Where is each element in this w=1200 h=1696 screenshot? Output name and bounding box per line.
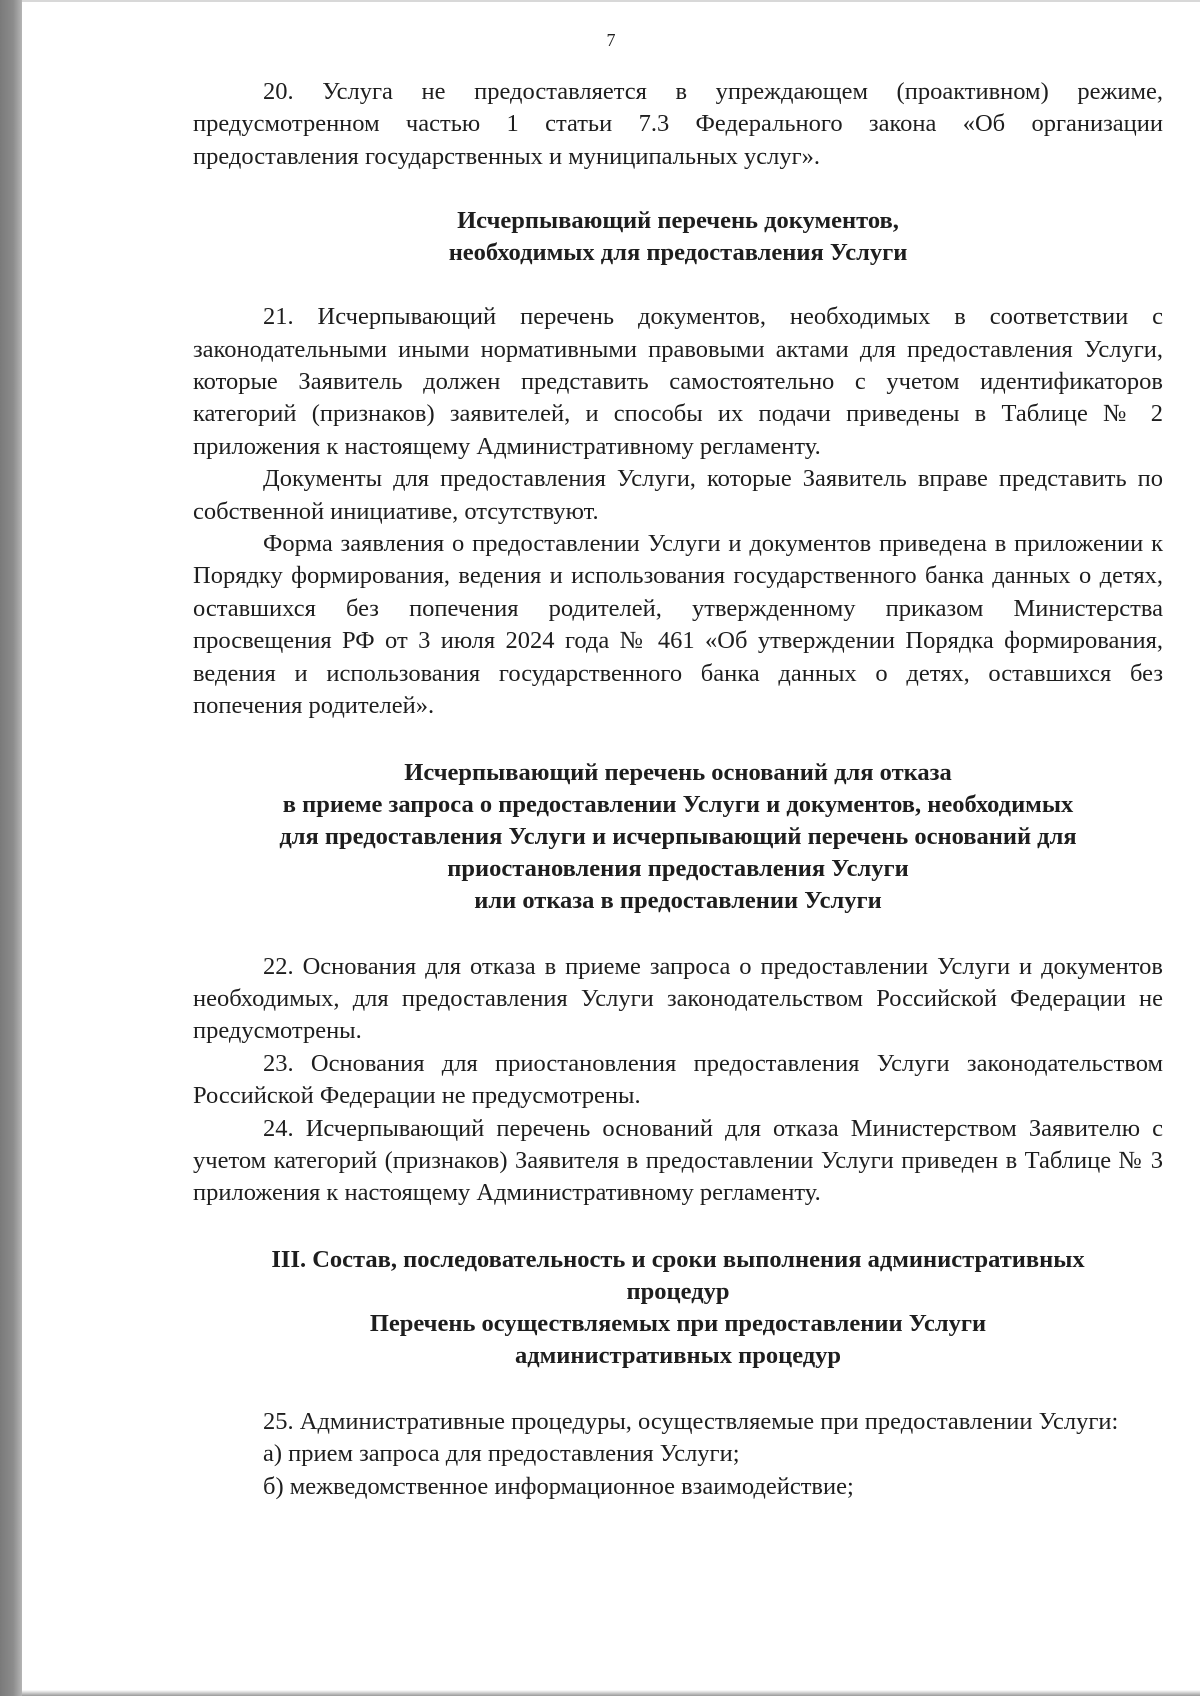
heading-line: Исчерпывающий перечень документов,: [457, 207, 899, 235]
heading-refusal-grounds: [193, 757, 1163, 917]
heading-line: Исчерпывающий перечень оснований для отказа: [404, 758, 952, 786]
scan-shadow-left: [0, 0, 22, 1696]
paragraph-20: 20. Услуга не предоставляется в упреждающем (проактивном) режиме, предусмотренном частью 1 статьи 7.3 Федерального закона «Об организации предоставления государственных и муниципальных услуг».: [193, 78, 1163, 170]
paragraph-24: 24. Исчерпывающий перечень оснований для отказа Министерством Заявителю с учетом категорий (признаков) Заявителя в предоставлении Услуги приведен в Таблице № 3 приложения к настоящему Административному регламенту.: [193, 1114, 1163, 1207]
heading-line: в приеме запроса о предоставлении Услуги и документов, необходимых: [282, 790, 1074, 818]
document-body: [193, 76, 1163, 1503]
heading-line: приостановления предоставления Услуги: [447, 854, 909, 882]
heading-line: административных процедур: [514, 1341, 842, 1369]
heading-line: для предоставления Услуги и исчерпывающий перечень оснований для: [279, 822, 1077, 850]
heading-line: процедур: [626, 1277, 730, 1305]
paragraph-21: 21. Исчерпывающий перечень документов, необходимых в соответствии с законодательными иными нормативными правовыми актами для предоставления Услуги, которые Заявитель должен представить самостоятельно с учетом идентификаторов категорий (признаков) заявителей, и способы их подачи приведены в Таблице № 2 приложения к настоящему Административному регламенту.: [193, 303, 1163, 460]
heading-documents-list: [193, 205, 1163, 269]
list-item-b: б) межведомственное информационное взаимодействие;: [263, 1472, 854, 1500]
paragraph-23: 23. Основания для приостановления предоставления Услуги законодательством Российской Федерации не предусмотрены.: [193, 1049, 1163, 1110]
heading-section-3: [193, 1244, 1163, 1372]
document-page: [22, 0, 1200, 1696]
heading-line: необходимых для предоставления Услуги: [448, 239, 908, 267]
paragraph-21-documents: Документы для предоставления Услуги, которые Заявитель вправе представить по собственной инициативе, отсутствуют.: [193, 465, 1163, 525]
paragraph-21-form: Форма заявления о предоставлении Услуги и документов приведена в приложении к Порядку формирования, ведения и использования государственного банка данных о детях, оставшихся без попечения родителей, утвержденному приказом Министерства просвещения РФ от 3 июля 2024 года № 461 «Об утверждении Порядка формирования, ведения и использования государственного банка данных о детях, оставшихся без попечения родителей».: [193, 530, 1163, 720]
page-number: 7: [606, 30, 616, 50]
list-item-a: а) прием запроса для предоставления Услуги;: [263, 1440, 740, 1468]
heading-line: или отказа в предоставлении Услуги: [474, 886, 882, 914]
paragraph-25: 25. Административные процедуры, осуществляемые при предоставлении Услуги:: [263, 1407, 1119, 1435]
heading-line: III. Состав, последовательность и сроки выполнения административных: [271, 1245, 1085, 1273]
paragraph-22: 22. Основания для отказа в приеме запроса о предоставлении Услуги и документов необходимых, для предоставления Услуги законодательством Российской Федерации не предусмотрены.: [193, 952, 1163, 1045]
heading-line: Перечень осуществляемых при предоставлении Услуги: [369, 1309, 987, 1337]
